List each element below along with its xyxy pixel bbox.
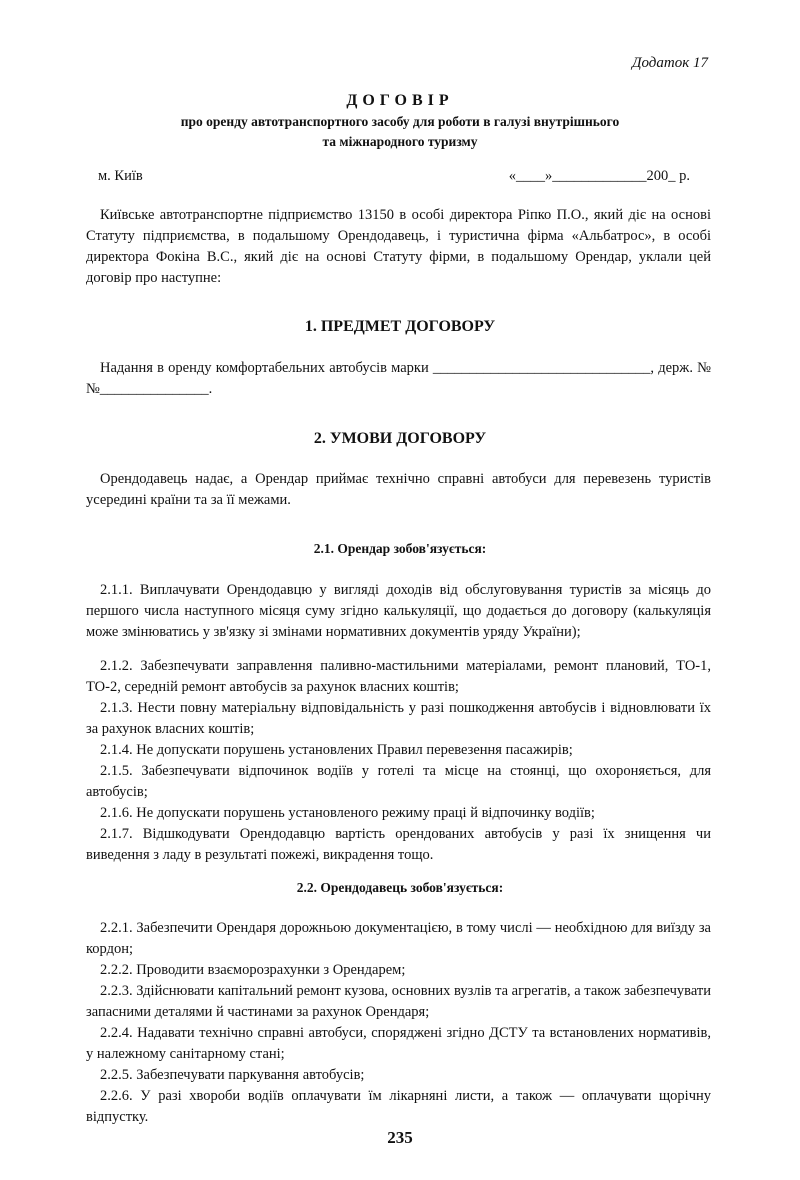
contract-date: «____»_____________200_ р. — [508, 168, 690, 184]
contract-place: м. Київ — [98, 168, 143, 184]
appendix-label: Додаток 17 — [631, 55, 708, 71]
page-number: 235 — [387, 1128, 413, 1147]
document-subtitle — [100, 112, 700, 152]
clause-2-1-6: 2.1.6. Не допускати порушень установленого режиму праці й відпочинку водіїв; — [100, 805, 595, 821]
clause-2-1-4: 2.1.4. Не допускати порушень установлених Правил перевезення пасажирів; — [100, 742, 573, 758]
clause-2-1-1: 2.1.1. Виплачувати Орендодавцю у вигляді доходів від обслуговування туристів за місяць до першого числа наступного місяця суму згідно калькуляції, що додається до договору (калькуляція може змінюватись у зв'язку зі змінами нормативних документів уряду України); — [86, 582, 711, 640]
section-1-heading: 1. ПРЕДМЕТ ДОГОВОРУ — [304, 318, 496, 335]
clause-2-2-4: 2.2.4. Надавати технічно справні автобуси, споряджені згідно ДСТУ та встановлених нормативів, у належному санітарному стані; — [86, 1025, 711, 1062]
subtitle-line-1: про оренду автотранспортного засобу для роботи в галузі внутрішнього — [180, 114, 620, 129]
section-2-heading: 2. УМОВИ ДОГОВОРУ — [313, 430, 487, 447]
section-1-text: Надання в оренду комфортабельних автобусів марки ______________________________, держ. №№_______________. — [86, 360, 711, 397]
section-2-1-heading: 2.1. Орендар зобов'язується: — [313, 541, 487, 556]
clause-2-1-5: 2.1.5. Забезпечувати відпочинок водіїв у готелі та місце на стоянці, що охороняється, для автобусів; — [86, 763, 711, 800]
section-2-text: Орендодавець надає, а Орендар приймає технічно справні автобуси для перевезень туристів усередині країни та за її межами. — [86, 471, 711, 508]
intro-paragraph: Київське автотранспортне підприємство 13150 в особі директора Ріпко П.О., який діє на основі Статуту підприємства, в подальшому Орендодавець, і туристична фірма «Альбатрос», в особі директора Фокіна В.С., який діє на основі Статуту фірми, в подальшому Орендар, уклали цей договір про наступне: — [86, 207, 711, 286]
clause-2-1-2: 2.1.2. Забезпечувати заправлення паливно-мастильними матеріалами, ремонт плановий, ТО-1, ТО-2, середній ремонт автобусів за рахунок власних коштів; — [86, 658, 711, 695]
clause-2-2-5: 2.2.5. Забезпечувати паркування автобусів; — [100, 1067, 365, 1083]
clause-2-2-3: 2.2.3. Здійснювати капітальний ремонт кузова, основних вузлів та агрегатів, а також забезпечувати запасними деталями й частинами за рахунок Орендаря; — [86, 983, 711, 1020]
clause-2-2-2: 2.2.2. Проводити взаєморозрахунки з Орендарем; — [100, 962, 406, 978]
section-2-2-heading: 2.2. Орендодавець зобов'язується: — [296, 880, 504, 895]
clause-2-2-6: 2.2.6. У разі хвороби водіїв оплачувати їм лікарняні листи, а також — оплачувати щорічну відпустку. — [86, 1088, 711, 1125]
subtitle-line-2: та міжнародного туризму — [322, 134, 478, 149]
clause-2-1-3: 2.1.3. Нести повну матеріальну відповідальність у разі пошкодження автобусів і відновлювати їх за рахунок власних коштів; — [86, 700, 711, 737]
clause-2-1-7: 2.1.7. Відшкодувати Орендодавцю вартість орендованих автобусів у разі їх знищення чи виведення з ладу в результаті пожежі, викрадення тощо. — [86, 826, 711, 863]
document-title: ДОГОВІР — [346, 92, 454, 109]
clause-2-2-1: 2.2.1. Забезпечити Орендаря дорожньою документацією, в тому числі — необхідною для виїзду за кордон; — [86, 920, 711, 957]
